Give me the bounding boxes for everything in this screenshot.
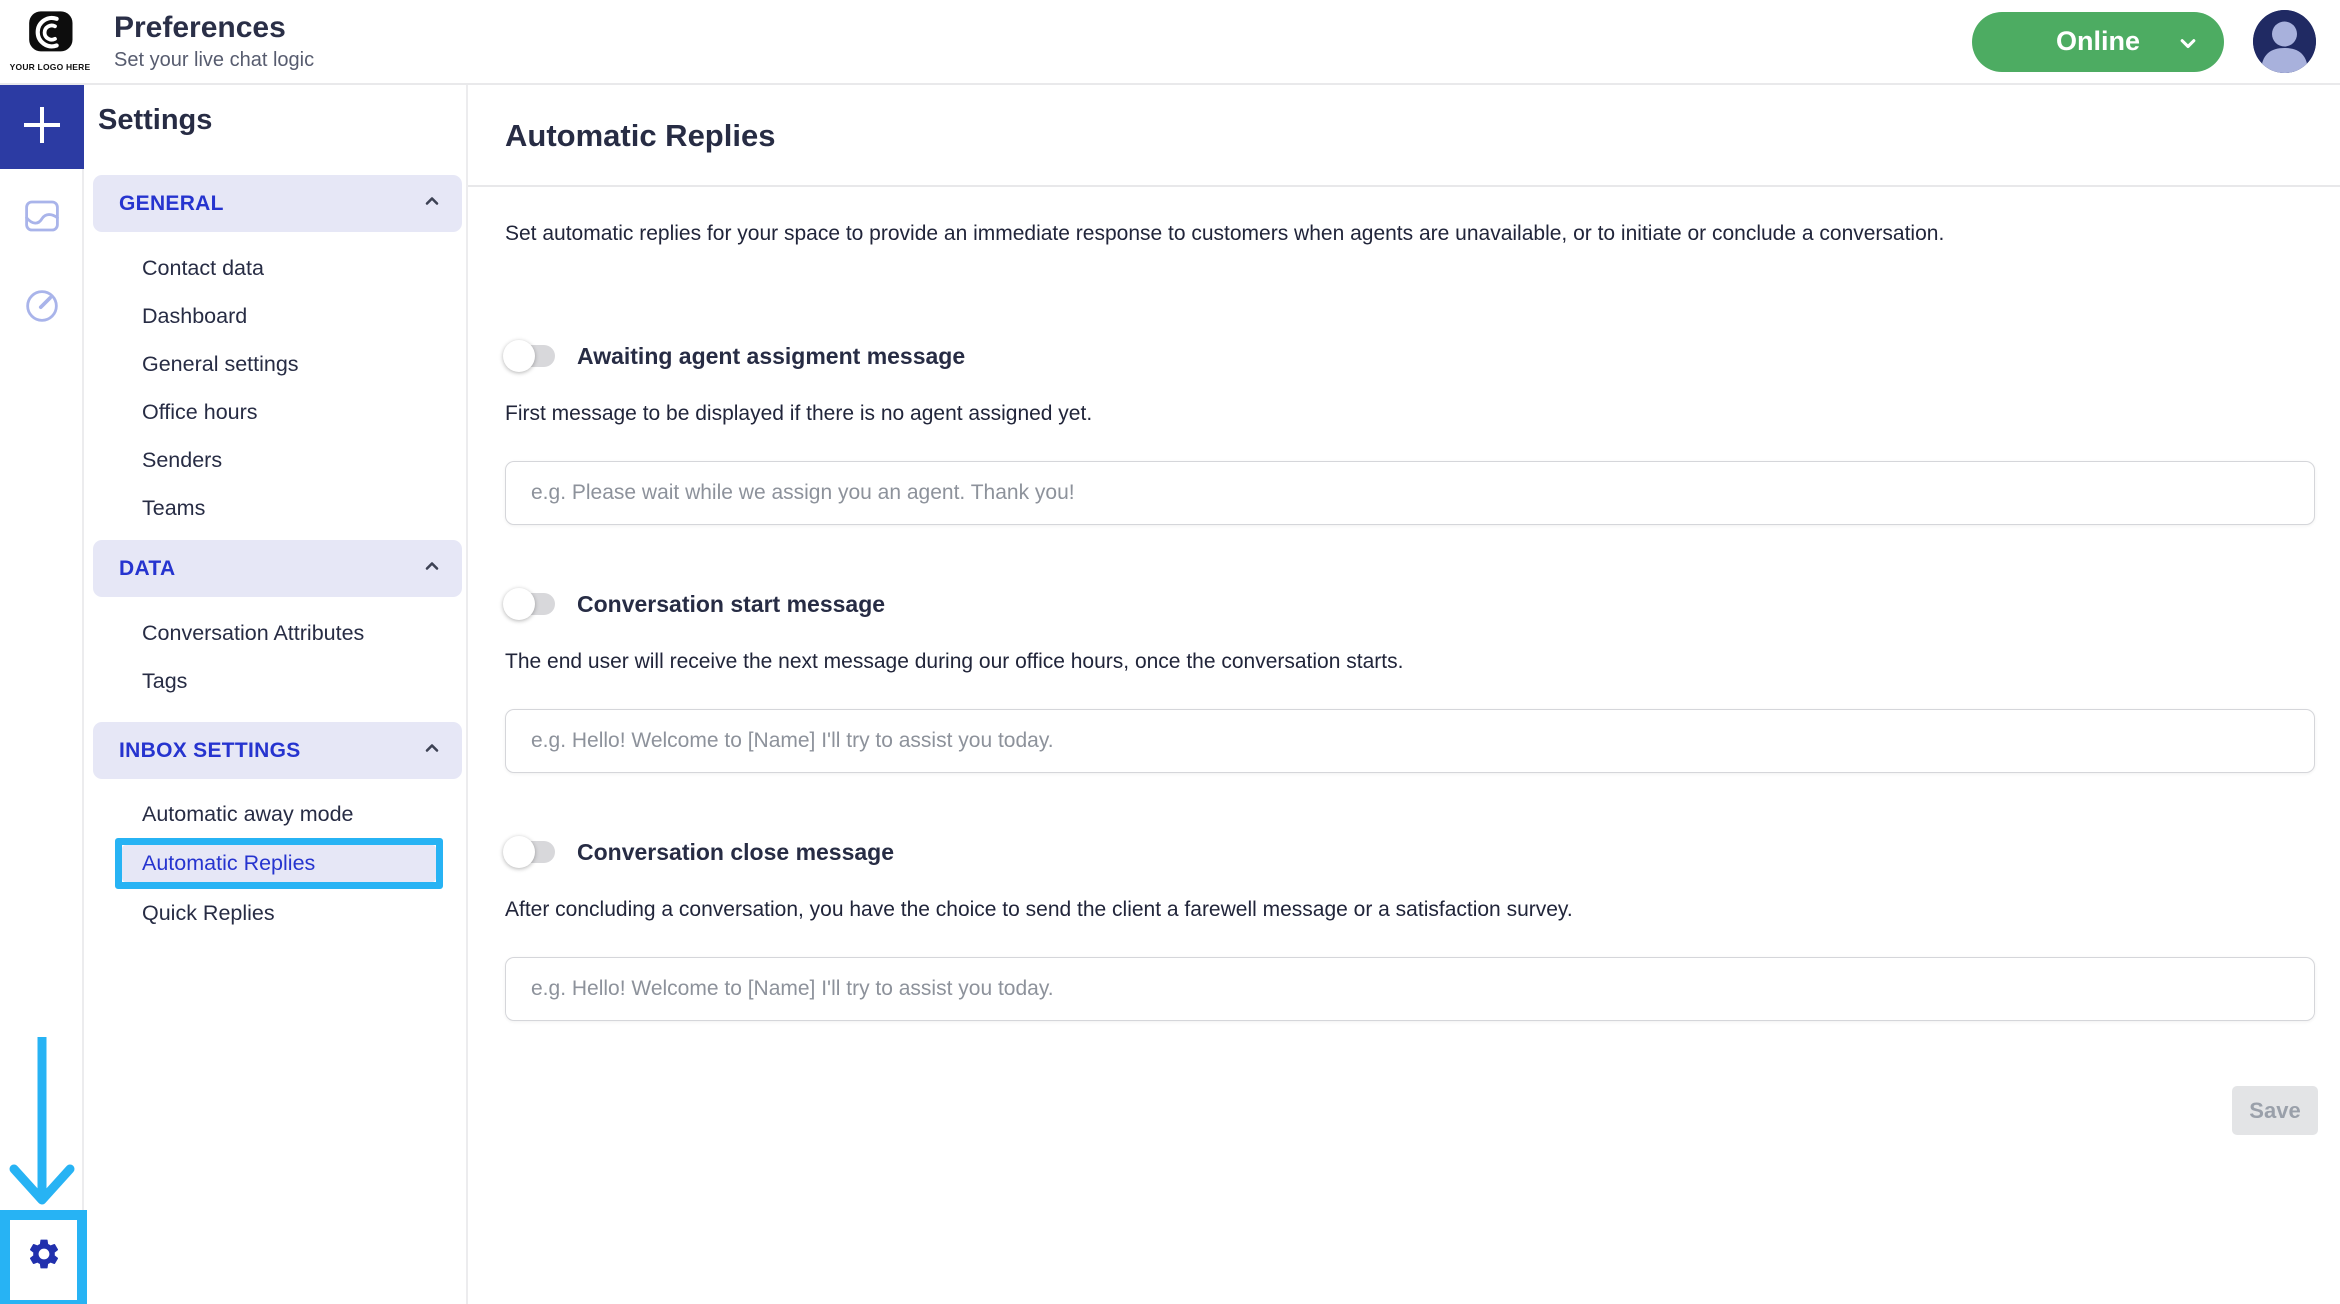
- annotation-arrow-down: [0, 1033, 84, 1212]
- section-header-general[interactable]: [93, 175, 462, 232]
- toggle-knob: [503, 588, 535, 620]
- sidebar-item-contact-data[interactable]: Contact data: [142, 255, 264, 280]
- gear-icon: [26, 1244, 62, 1277]
- app-rail: [0, 85, 84, 1304]
- sidebar-item-quick-replies[interactable]: Quick Replies: [142, 900, 275, 925]
- sidebar-item-dashboard[interactable]: Dashboard: [142, 303, 248, 328]
- toggle-description: First message to be displayed if there is no agent assigned yet.: [505, 402, 1093, 425]
- plus-icon: [21, 104, 63, 151]
- sidebar-item-automatic-away-mode[interactable]: Automatic away mode: [142, 801, 354, 826]
- online-status-label: Online: [2055, 26, 2140, 56]
- sidebar-item-automatic-replies[interactable]: Automatic Replies: [122, 845, 436, 882]
- conversation-close-message-input[interactable]: [505, 957, 2315, 1021]
- user-avatar[interactable]: [2253, 10, 2316, 73]
- section-label: INBOX SETTINGS: [119, 738, 301, 762]
- page-title: Preferences: [114, 11, 286, 44]
- settings-gear-button[interactable]: [0, 1210, 87, 1304]
- toggle-knob: [503, 340, 535, 372]
- logo-icon: [25, 11, 75, 60]
- content-intro: Set automatic replies for your space to provide an immediate response to customers when agents are unavailable, or to initiate or conclude a conversation.: [505, 222, 1945, 245]
- conversation-close-toggle[interactable]: [505, 841, 555, 863]
- page-subtitle: Set your live chat logic: [114, 49, 315, 71]
- sidebar-item-general-settings[interactable]: General settings: [142, 351, 299, 376]
- toggle-label: Conversation start message: [577, 590, 886, 617]
- main-content: [468, 85, 2340, 1304]
- section-header-inbox-settings[interactable]: [93, 722, 462, 779]
- conversation-start-toggle[interactable]: [505, 593, 555, 615]
- content-title: Automatic Replies: [505, 118, 776, 153]
- dashboard-speedometer-icon[interactable]: [21, 285, 63, 332]
- annotation-highlight-box: [115, 838, 443, 889]
- sidebar-item-senders[interactable]: Senders: [142, 447, 223, 472]
- chevron-up-icon: [420, 189, 444, 218]
- section-header-data[interactable]: [93, 540, 462, 597]
- logo: [10, 11, 90, 72]
- logo-caption: YOUR LOGO HERE: [9, 62, 91, 72]
- conversation-start-message-input[interactable]: [505, 709, 2315, 773]
- toggle-label: Awaiting agent assigment message: [577, 342, 966, 369]
- awaiting-agent-message-input[interactable]: [505, 461, 2315, 525]
- sidebar-item-teams[interactable]: Teams: [142, 495, 206, 520]
- toggle-label: Conversation close message: [577, 838, 895, 865]
- section-label: DATA: [119, 556, 176, 580]
- chevron-down-icon: [2174, 29, 2202, 60]
- save-button[interactable]: Save: [2232, 1086, 2318, 1135]
- add-space-button[interactable]: [0, 85, 84, 169]
- settings-sidebar: [84, 85, 468, 1304]
- sidebar-item-tags[interactable]: Tags: [142, 668, 188, 693]
- inbox-icon[interactable]: [21, 195, 63, 242]
- toggle-description: After concluding a conversation, you have the choice to send the client a farewell message or a satisfaction survey.: [505, 898, 1573, 921]
- toggle-description: The end user will receive the next message during our office hours, once the conversation starts.: [505, 650, 1404, 673]
- sidebar-title: Settings: [98, 104, 213, 136]
- chevron-up-icon: [420, 736, 444, 765]
- awaiting-agent-toggle[interactable]: [505, 345, 555, 367]
- section-label: GENERAL: [119, 191, 224, 215]
- chevron-up-icon: [420, 554, 444, 583]
- divider: [468, 185, 2340, 187]
- app-header: [0, 0, 2340, 85]
- sidebar-item-office-hours[interactable]: Office hours: [142, 399, 258, 424]
- online-status-button[interactable]: [1972, 12, 2224, 72]
- sidebar-item-conversation-attributes[interactable]: Conversation Attributes: [142, 620, 365, 645]
- toggle-knob: [503, 836, 535, 868]
